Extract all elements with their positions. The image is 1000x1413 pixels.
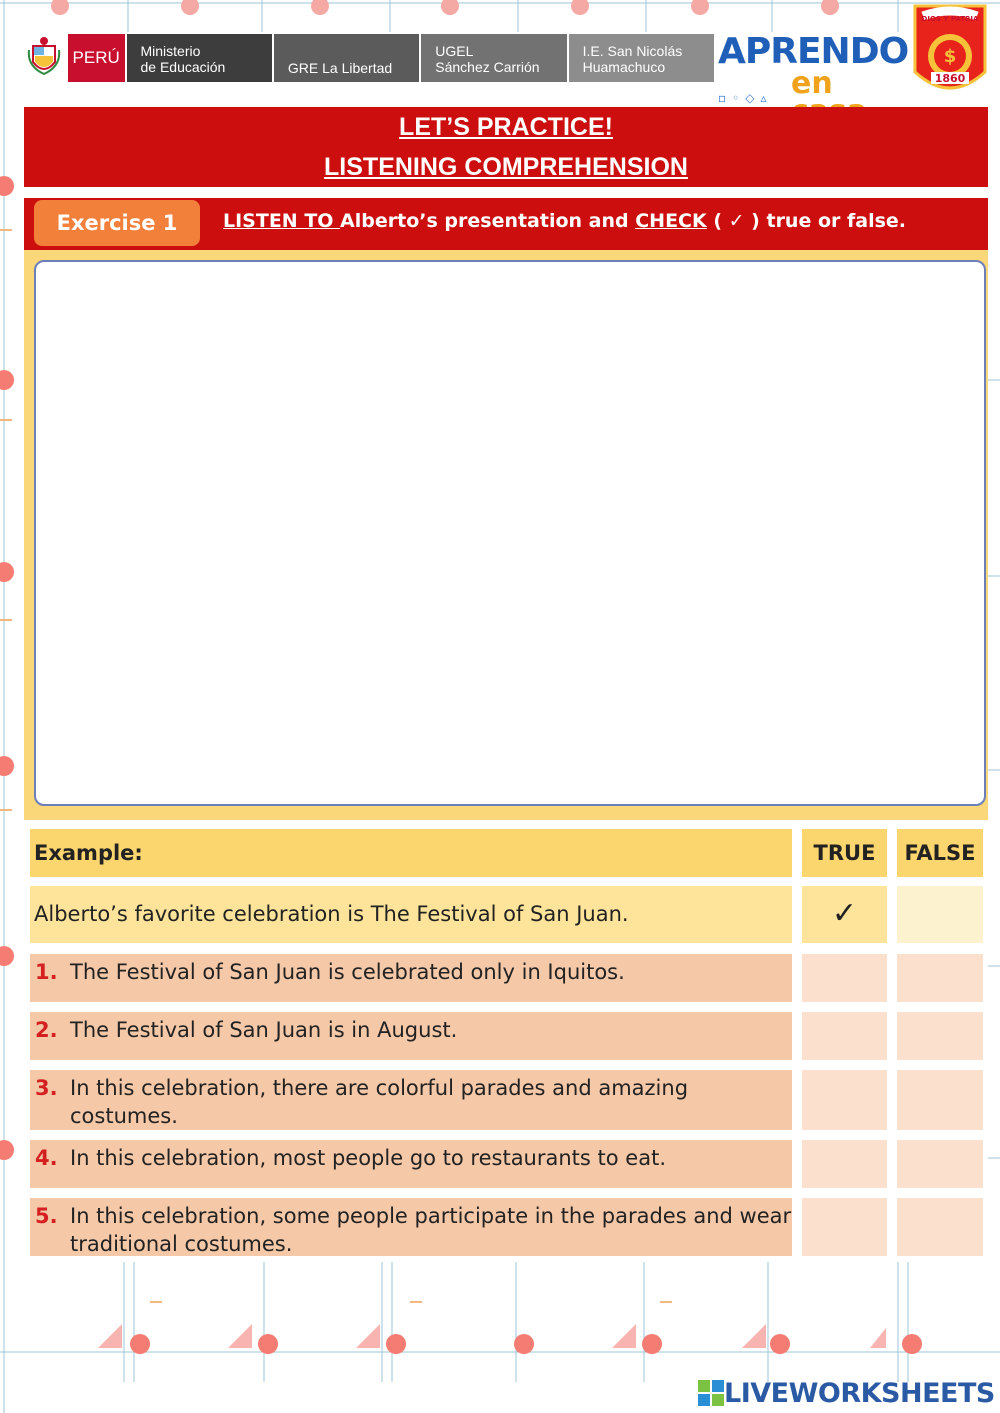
ministry-line-1: Ministerio bbox=[140, 43, 201, 59]
question-row-3 bbox=[30, 1070, 983, 1130]
school-label bbox=[569, 34, 714, 82]
gre-label: GRE La Libertad bbox=[274, 34, 419, 82]
exercise-bar bbox=[24, 198, 988, 250]
title-banner bbox=[24, 107, 988, 187]
false-answer-box[interactable] bbox=[897, 1070, 983, 1130]
ministry-label bbox=[127, 34, 272, 82]
audio-video-embed[interactable] bbox=[34, 260, 986, 806]
example-true-checkmark: ✓ bbox=[802, 886, 887, 943]
en-casa-text: en bbox=[790, 66, 833, 101]
question-number: 2. bbox=[35, 1018, 58, 1042]
example-row bbox=[30, 886, 983, 943]
ugel-line-2: Sánchez Carrión bbox=[435, 59, 540, 75]
question-row-2 bbox=[30, 1012, 983, 1060]
example-false-cell bbox=[897, 886, 983, 943]
ministry-line-2: de Educación bbox=[140, 59, 226, 75]
question-statement bbox=[30, 1070, 792, 1130]
question-number: 4. bbox=[35, 1146, 58, 1170]
question-row-4 bbox=[30, 1140, 983, 1188]
false-answer-box[interactable] bbox=[897, 1012, 983, 1060]
liveworksheets-text: LIVEWORKSHEETS bbox=[724, 1377, 995, 1409]
question-number: 1. bbox=[35, 960, 58, 984]
true-answer-box[interactable] bbox=[802, 1198, 887, 1256]
shield-town: HUAMACHUCO bbox=[921, 92, 979, 100]
question-statement bbox=[30, 1198, 792, 1256]
ugel-line-1: UGEL bbox=[435, 43, 474, 59]
question-row-5 bbox=[30, 1198, 983, 1256]
question-statement bbox=[30, 1012, 792, 1060]
instr-listen: LISTEN TO bbox=[223, 210, 341, 232]
aprendo-text: APRENDO bbox=[718, 31, 909, 72]
question-number: 3. bbox=[35, 1076, 58, 1100]
true-column-header: TRUE bbox=[802, 829, 887, 877]
institution-header bbox=[24, 34, 714, 82]
table-header-row bbox=[30, 829, 983, 877]
question-statement bbox=[30, 954, 792, 1002]
decorative-right-border bbox=[986, 0, 1000, 1413]
liveworksheets-logo[interactable] bbox=[698, 1378, 995, 1408]
true-answer-box[interactable] bbox=[802, 1140, 887, 1188]
question-text: The Festival of San Juan is celebrated only in Iquitos. bbox=[70, 960, 625, 984]
shield-motto: DIOS Y PATRIA bbox=[921, 15, 979, 23]
shield-year: 1860 bbox=[934, 72, 966, 85]
question-text: In this celebration, most people go to restaurants to eat. bbox=[70, 1146, 666, 1170]
true-answer-box[interactable] bbox=[802, 954, 887, 1002]
instr-middle: Alberto’s presentation and bbox=[340, 210, 636, 232]
media-frame bbox=[24, 250, 988, 820]
peru-label: PERÚ bbox=[68, 34, 125, 82]
true-answer-box[interactable] bbox=[802, 1070, 887, 1130]
example-label: Example: bbox=[30, 829, 792, 877]
peru-coat-of-arms-icon bbox=[24, 34, 64, 82]
ugel-label bbox=[421, 34, 566, 82]
question-row-1 bbox=[30, 954, 983, 1002]
false-answer-box[interactable] bbox=[897, 954, 983, 1002]
page-subtitle: LISTENING COMPREHENSION bbox=[324, 153, 688, 181]
decorative-left-border bbox=[0, 0, 22, 1413]
question-text: The Festival of San Juan is in August. bbox=[70, 1018, 458, 1042]
exercise-instructions bbox=[223, 210, 906, 232]
school-line-1: I.E. San Nicolás bbox=[582, 43, 683, 59]
false-column-header: FALSE bbox=[897, 829, 983, 877]
question-number: 5. bbox=[35, 1204, 58, 1228]
shapes-icon: ▫◦◇▵ bbox=[718, 91, 773, 105]
school-line-2: Huamachuco bbox=[582, 59, 666, 75]
svg-text:$: $ bbox=[943, 46, 957, 67]
decorative-top-border bbox=[0, 0, 1000, 32]
decorative-bottom-border bbox=[0, 1262, 1000, 1382]
page-title: LET’S PRACTICE! bbox=[399, 113, 613, 141]
instr-check: CHECK bbox=[635, 210, 707, 232]
false-answer-box[interactable] bbox=[897, 1198, 983, 1256]
false-answer-box[interactable] bbox=[897, 1140, 983, 1188]
question-text: In this celebration, there are colorful parades and amazing costumes. bbox=[70, 1076, 689, 1128]
school-shield-logo bbox=[911, 2, 989, 104]
instr-end: ( ✓ ) true or false. bbox=[706, 210, 907, 232]
question-text: In this celebration, some people participate in the parades and wear traditional costumes. bbox=[70, 1204, 792, 1256]
example-statement: Alberto’s favorite celebration is The Festival of San Juan. bbox=[30, 886, 792, 943]
true-answer-box[interactable] bbox=[802, 1012, 887, 1060]
aprendo-en-casa-logo bbox=[718, 31, 909, 105]
exercise-tag: Exercise 1 bbox=[34, 200, 200, 246]
question-statement bbox=[30, 1140, 792, 1188]
liveworksheets-icon bbox=[698, 1380, 724, 1406]
